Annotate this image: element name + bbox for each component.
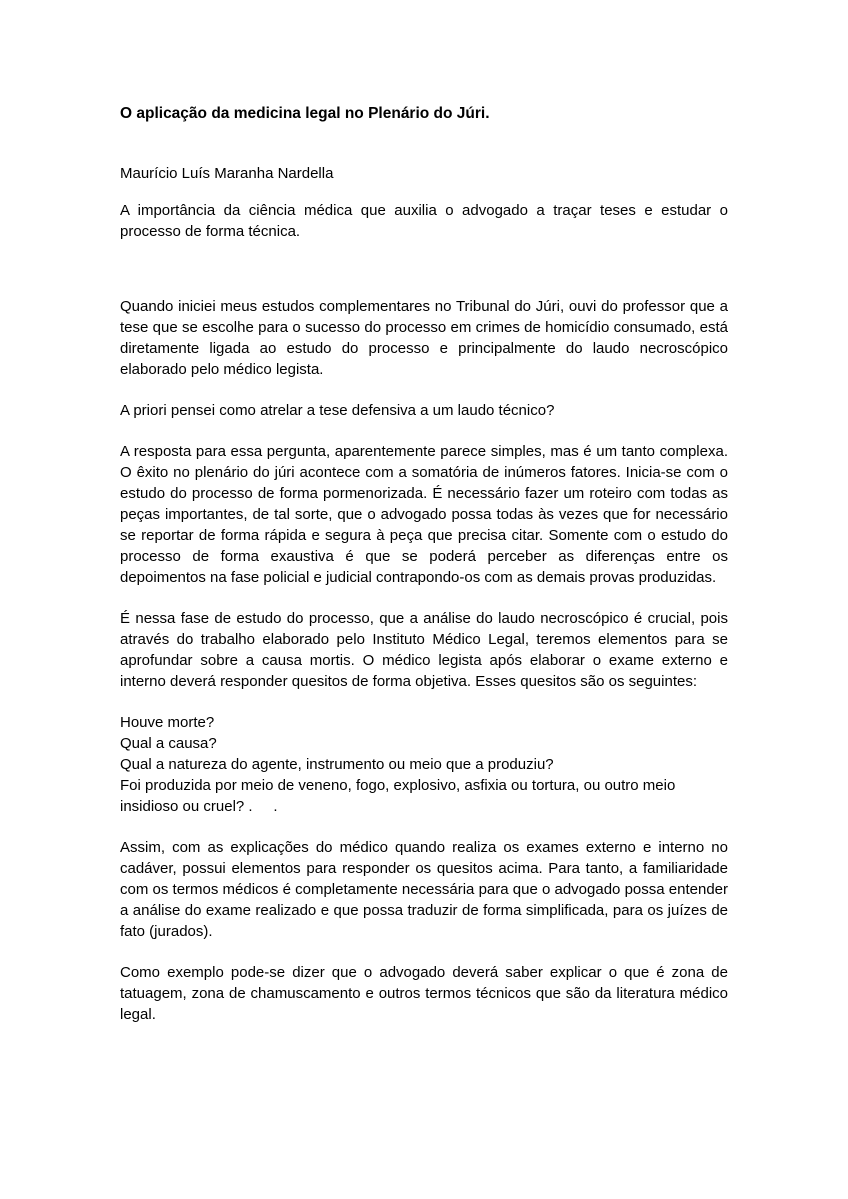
- body-paragraph-4: É nessa fase de estudo do processo, que a análise do laudo necroscópico é crucial, pois através do trabalho elaborado pelo Instituto Médico Legal, teremos elementos para se aprofundar sobre a causa mortis. O médico legista após elaborar o exame externo e interno deverá responder quesitos de forma objetiva. Esses quesitos são os seguintes:: [120, 610, 728, 690]
- question-line-1: Houve morte?: [120, 714, 215, 731]
- document-content: [120, 0, 728, 1025]
- question-line-3: Qual a natureza do agente, instrumento ou meio que a produziu?: [120, 756, 554, 773]
- lede-paragraph: A importância da ciência médica que auxilia o advogado a traçar teses e estudar o processo de forma técnica.: [120, 202, 728, 240]
- body-paragraph-6: Como exemplo pode-se dizer que o advogado deverá saber explicar o que é zona de tatuagem, zona de chamuscamento e outros termos técnicos que são da literatura médico legal.: [120, 964, 728, 1023]
- body-paragraph-5: Assim, com as explicações do médico quando realiza os exames externo e interno no cadáver, possui elementos para responder os quesitos acima. Para tanto, a familiaridade com os termos médicos é completamente necessária para que o advogado possa entender a análise do exame realizado e que possa traduzir de forma simplificada, para os juízes de fato (jurados).: [120, 839, 728, 940]
- author-line: Maurício Luís Maranha Nardella: [120, 165, 334, 182]
- body-paragraph-3: A resposta para essa pergunta, aparentemente parece simples, mas é um tanto complexa. O êxito no plenário do júri acontece com a somatória de inúmeros fatores. Inicia-se com o estudo do processo de forma pormenorizada. É necessário fazer um roteiro com todas as peças importantes, de tal sorte, que o advogado possa todas às vezes que for necessário se reportar de forma rápida e segura à peça que precisa citar. Somente com o estudo do processo de forma exaustiva é que se poderá perceber as diferenças entre os depoimentos na fase policial e judicial contrapondo-os com as demais provas produzidas.: [120, 443, 728, 586]
- body-paragraph-1: Quando iniciei meus estudos complementares no Tribunal do Júri, ouvi do professor que a tese que se escolhe para o sucesso do processo em crimes de homicídio consumado, está diretamente ligada ao estudo do processo e principalmente do laudo necroscópico elaborado pelo médico legista.: [120, 298, 728, 378]
- questions-list: [120, 712, 728, 817]
- question-line-4: Foi produzida por meio de veneno, fogo, explosivo, asfixia ou tortura, ou outro meio insidioso ou cruel? . .: [120, 777, 676, 815]
- question-line-2: Qual a causa?: [120, 735, 217, 752]
- body-paragraph-2: A priori pensei como atrelar a tese defensiva a um laudo técnico?: [120, 402, 555, 419]
- document-title: O aplicação da medicina legal no Plenário do Júri.: [120, 105, 490, 122]
